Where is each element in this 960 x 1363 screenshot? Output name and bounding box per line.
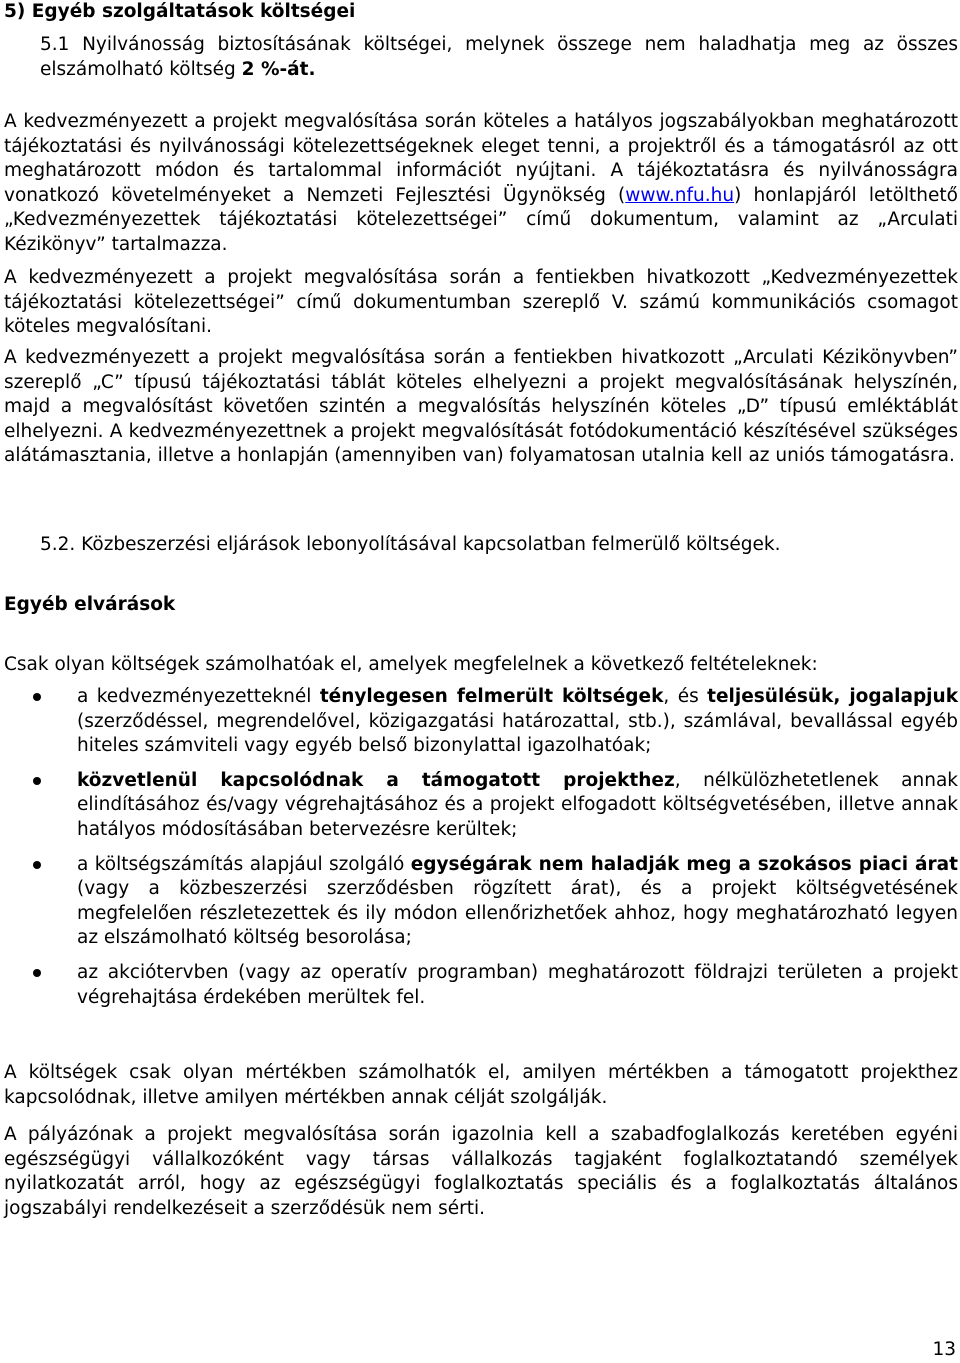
page-number: 13 — [932, 1339, 956, 1360]
bullet-icon — [33, 861, 41, 869]
paragraph-applicant-obligation: A pályázónak a projekt megvalósítása során igazolnia kell a szabadfoglalkozás keretében egyéni egészségügyi vállalkozóként vagy társas vállalkozás tagjaként foglalkoztatandó személyek nyilatkozatát arról, hogy az egészségügyi foglalkoztatás speciális és a foglalkoztatás általános jogszabályi rendelkezéseit a szerződésük nem sérti. — [4, 1124, 958, 1219]
paragraph-communication-package: A kedvezményezett a projekt megvalósítása során a fentiekben hivatkozott „Kedvezményezettek tájékoztatási kötelezettségei” című dokumentumban szereplő V. számú kommunikációs csomagot köteles megvalósítani. — [4, 267, 958, 338]
list-item: közvetlenül kapcsolódnak a támogatott projekthez, nélkülözhetetlenek annak elindításához és/vagy végrehajtásához és a projekt elfogadott költségvetésében, illetve annak hatályos módosításában betervezésre kerültek; — [4, 769, 958, 843]
paragraph-publicity-text-2: ) honlapjáról letölthető „Kedvezményezettek tájékoztatási kötelezettségei” című dokumentum, valamint az „Arculati Kézikönyv” tartalmazza. — [4, 184, 958, 255]
paragraph-publicity-text-1: A kedvezményezett a projekt megvalósítása során köteles a hatályos jogszabályokban meghatározott tájékoztatási és nyilvánossági kötelezettségeknek eleget tenni, a projektről és a támogatásról az ott meghatározott módon és tartalommal információt nyújtani. A tájékoztatásra és nyilvánosságra vonatkozó követelményeket a Nemzeti Fejlesztési Ügynökség ( — [4, 111, 958, 206]
subsection-5-2: 5.2. Közbeszerzési eljárások lebonyolításával kapcsolatban felmerülő költségek. — [40, 534, 781, 555]
subsection-5-1-percent: 2 %-át. — [241, 58, 316, 80]
paragraph-signage: A kedvezményezett a projekt megvalósítása során a fentiekben hivatkozott „Arculati Kézikönyvben” szereplő „C” típusú tájékoztatási táblát köteles elhelyezni a projekt megvalósításának helyszínén, majd a megvalósítást követően szintén a megvalósítás helyszínén köteles „D” típusú emléktáblát elhelyezni. A kedvezményezettnek a projekt megvalósítását fotódokumentáció készítésével szükséges alátámasztania, illetve a honlapján (amennyiben van) folyamatosan utalnia kell az uniós támogatásra. — [4, 347, 958, 467]
list-item: a költségszámítás alapjául szolgáló egységárak nem haladják meg a szokásos piaci árat (vagy a közbeszerzési szerződésben rögzített árat), és a projekt költségvetésének megfelelően részletezettek és ily módon ellenőrizhetőek ahhoz, hogy meghatározható legyen az elszámolható költség besorolása; — [4, 853, 958, 951]
nfu-link[interactable]: www.nfu.hu — [625, 184, 735, 206]
subsection-5-1 — [4, 33, 958, 82]
conditions-intro: Csak olyan költségek számolhatóak el, amelyek megfelelnek a következő feltételeknek: — [4, 654, 818, 675]
conditions-list — [4, 685, 958, 1010]
other-requirements-heading: Egyéb elvárások — [4, 594, 176, 615]
bullet-icon — [33, 969, 41, 977]
subsection-5-1-text: 5.1 Nyilvánosság biztosításának költségei, melynek összege nem haladhatja meg az összes elszámolható költség — [40, 34, 958, 80]
bullet-icon — [33, 693, 41, 701]
paragraph-cost-extent: A költségek csak olyan mértékben számolhatók el, amilyen mértékben a támogatott projekthez kapcsolódnak, illetve amilyen mértékben annak célját szolgálják. — [4, 1062, 958, 1108]
section-heading: 5) Egyéb szolgáltatások költségei — [4, 1, 356, 22]
paragraph-publicity — [4, 110, 958, 258]
list-item: a kedvezményezetteknél ténylegesen felmerült költségek, és teljesülésük, jogalapjuk (szerződéssel, megrendelővel, közigazgatási határozattal, stb.), számlával, bevallással egyéb hiteles számviteli vagy egyéb belső bizonylattal igazolhatóak; — [4, 685, 958, 759]
list-item: az akciótervben (vagy az operatív programban) meghatározott földrajzi területen a projekt végrehajtása érdekében merültek fel. — [4, 961, 958, 1010]
bullet-icon — [33, 777, 41, 785]
